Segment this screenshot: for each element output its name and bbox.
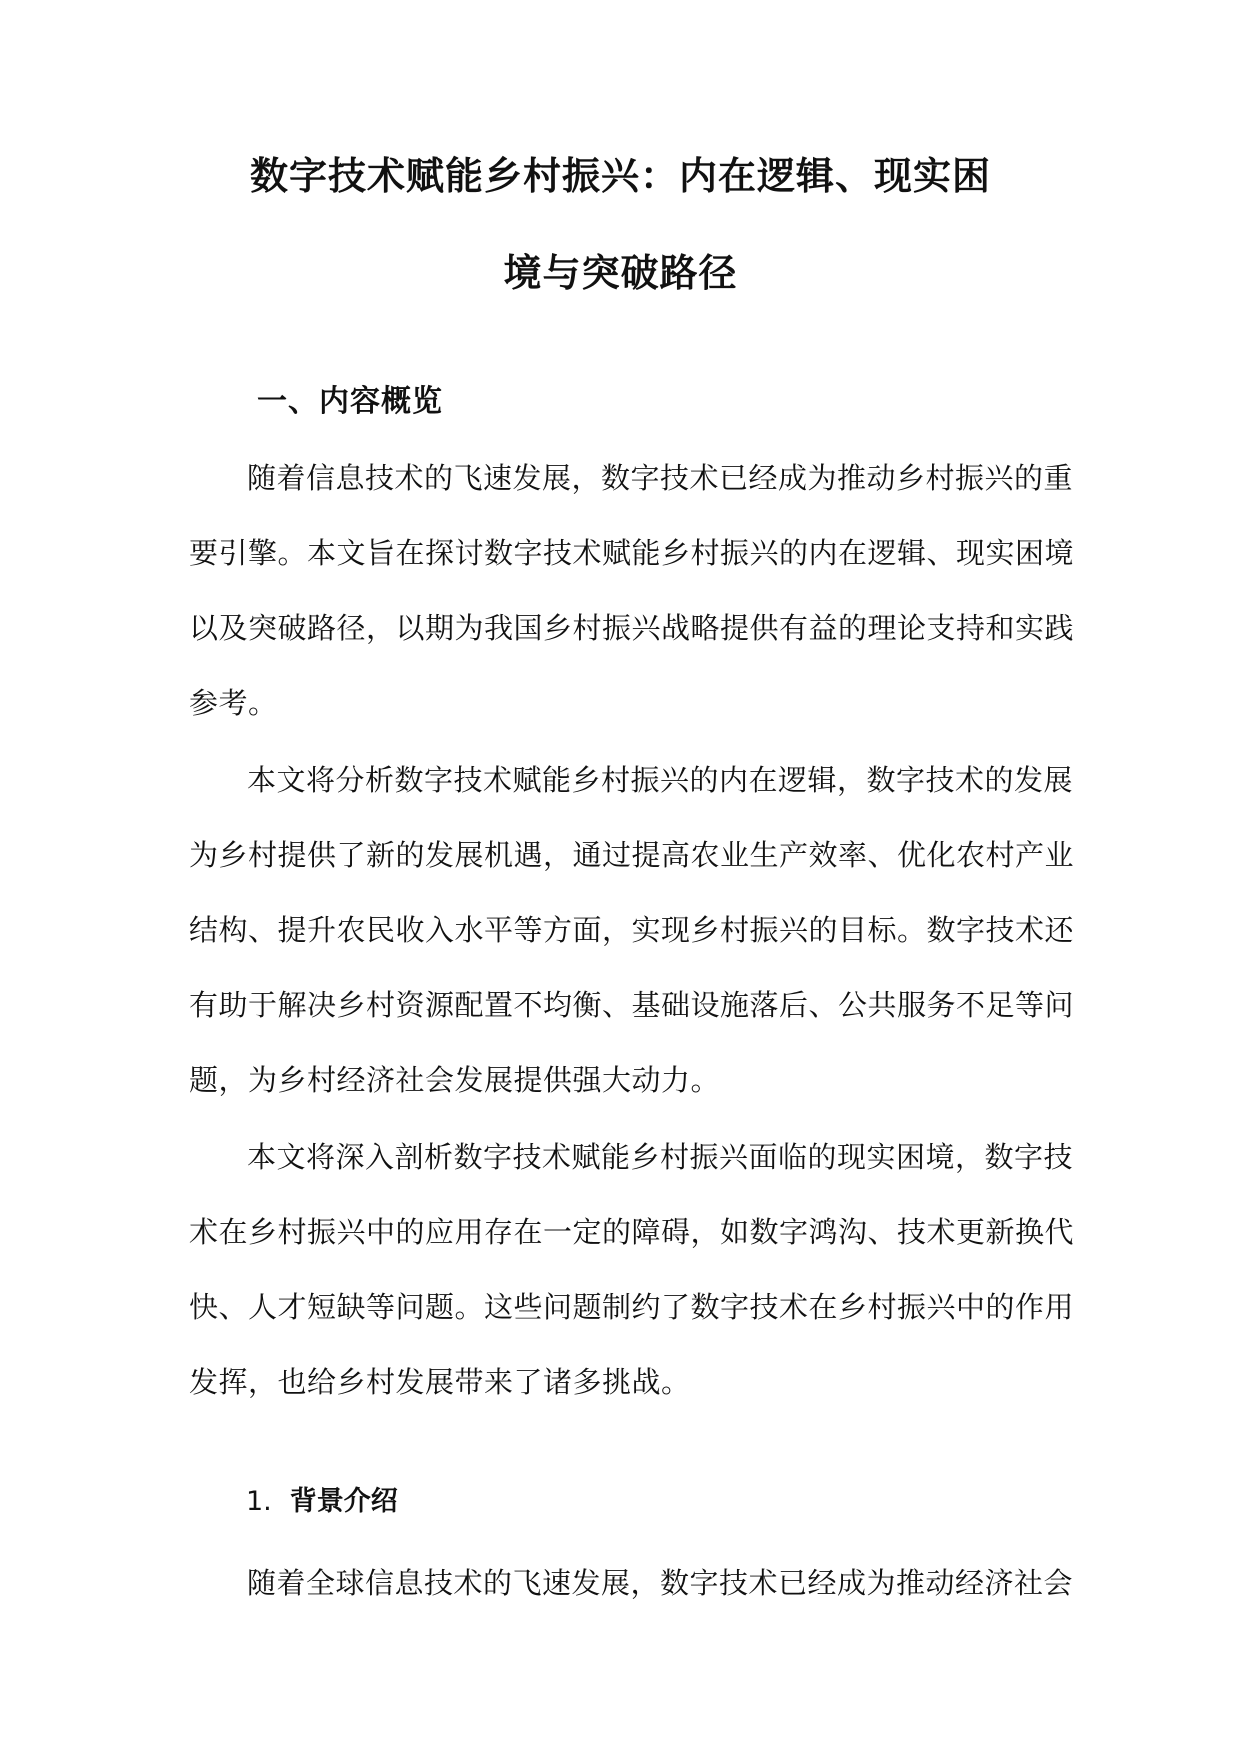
subsection-number: 1. — [246, 1486, 272, 1517]
section-heading: 一、内容概览 — [257, 384, 443, 419]
paragraph-3-line-1: 本文将深入剖析数字技术赋能乡村振兴面临的现实困境，数字技 — [247, 1140, 1074, 1174]
paragraph-2-line-5: 题，为乡村经济社会发展提供强大动力。 — [189, 1063, 721, 1097]
paragraph-4-line-1: 随着全球信息技术的飞速发展，数字技术已经成为推动经济社会 — [247, 1566, 1074, 1600]
paragraph-2-line-4: 有助于解决乡村资源配置不均衡、基础设施落后、公共服务不足等问 — [189, 988, 1075, 1022]
paragraph-3-line-4: 发挥，也给乡村发展带来了诸多挑战。 — [189, 1365, 691, 1399]
paragraph-1-line-2: 要引擎。本文旨在探讨数字技术赋能乡村振兴的内在逻辑、现实困境 — [189, 536, 1075, 570]
subsection-title: 背景介绍 — [289, 1486, 398, 1517]
document-title-line-2: 境与突破路径 — [503, 251, 738, 295]
paragraph-1-line-4: 参考。 — [189, 686, 278, 720]
paragraph-2-line-2: 为乡村提供了新的发展机遇，通过提高农业生产效率、优化农村产业 — [189, 838, 1075, 872]
paragraph-3-line-3: 快、人才短缺等问题。这些问题制约了数字技术在乡村振兴中的作用 — [189, 1290, 1075, 1324]
paragraph-1-line-1: 随着信息技术的飞速发展，数字技术已经成为推动乡村振兴的重 — [247, 461, 1074, 495]
paragraph-2-line-1: 本文将分析数字技术赋能乡村振兴的内在逻辑，数字技术的发展 — [247, 763, 1074, 797]
paragraph-1-line-3: 以及突破路径，以期为我国乡村振兴战略提供有益的理论支持和实践 — [189, 611, 1075, 645]
paragraph-2-line-3: 结构、提升农民收入水平等方面，实现乡村振兴的目标。数字技术还 — [189, 913, 1075, 947]
subsection-heading — [246, 1482, 398, 1522]
paragraph-3-line-2: 术在乡村振兴中的应用存在一定的障碍，如数字鸿沟、技术更新换代 — [189, 1215, 1075, 1249]
document-title-line-1: 数字技术赋能乡村振兴：内在逻辑、现实困 — [249, 154, 991, 198]
